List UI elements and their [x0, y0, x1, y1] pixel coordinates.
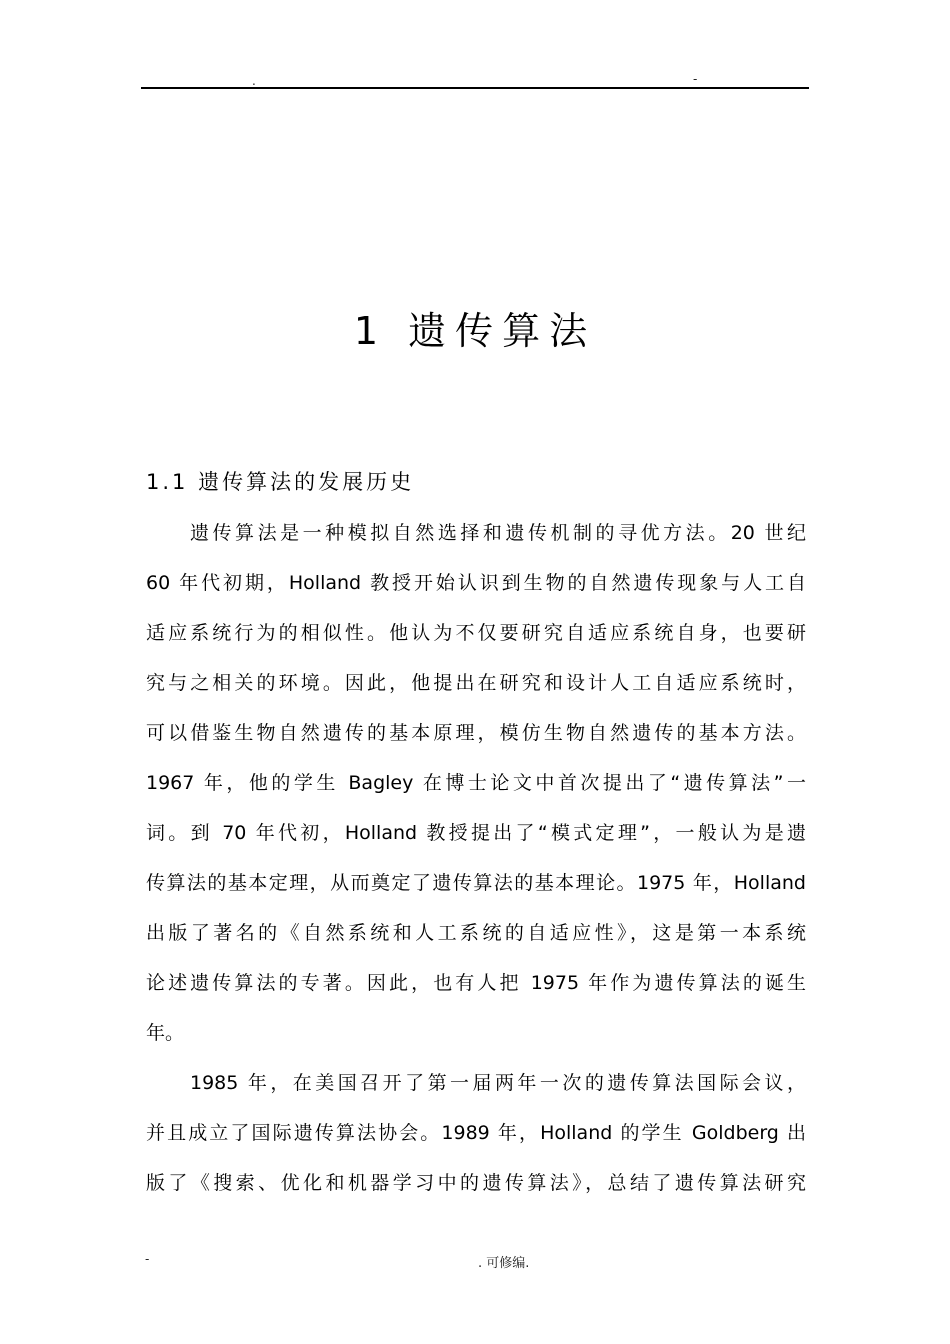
paragraph-line: 遗传算法是一种模拟自然选择和遗传机制的寻优方法。20 世纪	[190, 522, 806, 544]
paragraph-conference	[146, 1058, 806, 1208]
paragraph-line: 出版了著名的《自然系统和人工系统的自适应性》，这是第一本系统	[146, 922, 806, 944]
header-rule	[141, 87, 809, 89]
footer-left-mark: -	[145, 1252, 150, 1266]
header-right-mark: -	[693, 72, 698, 86]
document-title: 1 遗传算法	[353, 309, 597, 353]
paragraph-history	[146, 508, 806, 1058]
paragraph-line: 可以借鉴生物自然遗传的基本原理，模仿生物自然遗传的基本方法。	[146, 722, 806, 744]
paragraph-line: 适应系统行为的相似性。他认为不仅要研究自适应系统自身，也要研	[146, 622, 806, 644]
paragraph-line: 1967 年，他的学生 Bagley 在博士论文中首次提出了“遗传算法”一	[146, 772, 806, 794]
paragraph-line: 1985 年，在美国召开了第一届两年一次的遗传算法国际会议，	[190, 1072, 806, 1094]
paragraph-line: 版了《搜索、优化和机器学习中的遗传算法》，总结了遗传算法研究	[146, 1172, 806, 1194]
paragraph-line: 并且成立了国际遗传算法协会。1989 年，Holland 的学生 Goldberg 出	[146, 1122, 806, 1144]
section-heading: 1.1 遗传算法的发展历史	[146, 470, 415, 494]
paragraph-line: 论述遗传算法的专著。因此，也有人把 1975 年作为遗传算法的诞生	[146, 972, 806, 994]
paragraph-line: 究与之相关的环境。因此，他提出在研究和设计人工自适应系统时，	[146, 672, 806, 694]
paragraph-line: 词。到 70 年代初，Holland 教授提出了“模式定理”，一般认为是遗	[146, 822, 806, 844]
header-left-mark: .	[252, 74, 256, 88]
footer-text: . 可修编.	[478, 1256, 530, 1271]
paragraph-line: 传算法的基本定理，从而奠定了遗传算法的基本理论。1975 年，Holland	[146, 872, 806, 894]
paragraph-line: 60 年代初期，Holland 教授开始认识到生物的自然遗传现象与人工自	[146, 572, 806, 594]
paragraph-line: 年。	[146, 1022, 185, 1044]
